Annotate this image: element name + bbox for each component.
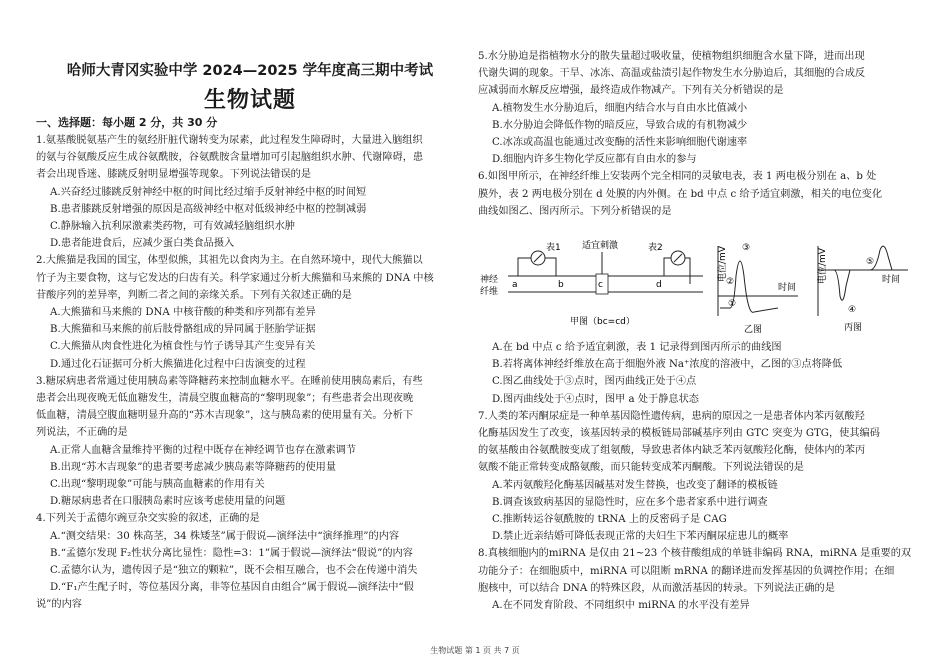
text-line: B.水分胁迫会降低作物的暗反应，导致合成的有机物减少	[492, 119, 748, 131]
text-line: B.“孟德尔发现 F₂性状分离比显性：隐性=3：1”属于假说—演绎法“假说”的内容	[50, 547, 413, 559]
text-line: 膜外，表 2 两电极分别在 d 处膜的内外侧。在 bd 中点 c 给予适宜刺激，相关的电位变化	[478, 188, 883, 200]
text-line: C.孟德尔认为，遗传因子是“独立的颗粒”，既不会相互融合，也不会在传递中消失	[50, 565, 418, 577]
text-line: D.糖尿病患者在口服胰岛素时应该考虑使用量的问题	[50, 496, 286, 508]
text-line: D.通过化石证据可分析大熊猫进化过程中臼齿演变的过程	[50, 358, 306, 370]
point-d: d	[656, 280, 662, 290]
text-line: D.图丙曲线处于④点时，图甲 a 处于静息状态	[492, 393, 699, 405]
text-line: A.兴奋经过膝跳反射神经中枢的时间比经过缩手反射神经中枢的时间短	[50, 186, 367, 198]
text-line: D.患者能进食后，应减少蛋白类食品摄入	[50, 238, 235, 250]
text-line: 的氨基酸由谷氨酰胺变成了组氨酸，导致患者体内缺乏苯丙氨酸羟化酶，使体内的苯丙	[478, 445, 866, 457]
text-line: 患者会出现夜晚无低血糖发生，清晨空腹血糖高的“黎明现象”；有些患者会出现夜晚	[36, 393, 414, 405]
text-line: D.细胞内许多生物化学反应都有自由水的参与	[492, 154, 697, 166]
bing-ylabel: 电位/mV	[818, 248, 828, 284]
text-line: 应减弱而水解反应增强，最终造成作物减产。下列有关分析错误的是	[478, 85, 784, 97]
text-line: B.患者膝跳反射增强的原因是高级神经中枢对低级神经中枢的控制减弱	[50, 203, 367, 215]
text-line: A.正常人血糖含量维持平衡的过程中既存在神经调节也存在激素调节	[50, 444, 357, 456]
bing-mark-5: ⑤	[866, 257, 875, 267]
text-line: 胞核中，可以结合 DNA 的特殊区段，从而激活基因的转录。下列说法正确的是	[478, 582, 835, 594]
right-question-text-top	[478, 48, 918, 220]
caption-yi: 乙图	[744, 325, 763, 335]
text-line: 8.真核细胞内的miRNA 是仅由 21~23 个核苷酸组成的单链非编码 RNA，miRNA 是重要的双	[478, 548, 912, 560]
text-line: C.静脉输入抗利尿激素类药物，可有效减轻脑组织水肿	[50, 221, 295, 233]
right-question-text-bottom	[478, 339, 918, 614]
text-line: 1.氨基酸脱氨基产生的氨经肝脏代谢转变为尿素，此过程发生障碍时，大量进入脑组织	[36, 135, 423, 146]
subject-title: 生物试题	[203, 88, 296, 113]
text-line: 5.水分胁迫是指植物水分的散失量超过吸收量，使植物组织细胞含水量下降，进而出现	[478, 51, 865, 62]
text-line: A.在 bd 中点 c 给予适宜刺激，表 1 记录得到图丙所示的曲线图	[492, 342, 782, 353]
text-line: 7.人类的苯丙酮尿症是一种单基因隐性遗传病，患病的原因之一是患者体内苯丙氨酸羟	[478, 410, 865, 422]
fiber-label-2: 纤维	[480, 287, 499, 297]
text-line: B.出现“苏木吉现象”的患者要考虑减少胰岛素等降糖药的使用量	[50, 461, 337, 473]
yi-mark-3: ③	[742, 243, 751, 253]
stimulus-label: 适宜刺激	[582, 241, 619, 251]
bing-xlabel: 时间	[882, 275, 901, 285]
caption-bing: 丙图	[844, 323, 863, 333]
text-line: C.大熊猫从肉食性进化为植食性与竹子诱导其产生变异有关	[50, 341, 316, 353]
text-line: D.“F₁产生配子时，等位基因分离，非等位基因自由组合”属于假说—演绎法中“假	[50, 582, 414, 594]
text-line: 苷酸序列的差异率，判断二者之间的亲缘关系。下列有关叙述正确的是	[36, 289, 352, 301]
text-line: A.大熊猫和马来熊的 DNA 中核苷酸的种类和序列都有差异	[50, 307, 316, 319]
figure-nerve-potential	[478, 236, 918, 336]
text-line: 化酶基因发生了改变，该基因转录的模板链局部碱基序列由 GTC 突变为 GTG，使其编码	[478, 428, 880, 440]
left-question-text	[36, 132, 464, 614]
text-line: 列说法，不正确的是	[36, 427, 128, 439]
text-line: D.禁止近亲结婚可降低表现正常的夫妇生下苯丙酮尿症患儿的概率	[492, 531, 789, 543]
text-line: 2.大熊猫是我国的国宝，体型似熊，其祖先以食肉为主。在自然环境中，现代大熊猫以	[36, 255, 423, 267]
exam-title: 哈师大青冈实验中学 2024—2025 学年度高三期中考试	[66, 63, 434, 79]
text-line: 低血糖，清晨空腹血糖明显升高的“苏木吉现象”，这与胰岛素的使用量有关。分析下	[36, 410, 414, 422]
yi-ylabel: 电位/mV	[718, 246, 728, 282]
meter2-label: 表2	[648, 243, 663, 253]
text-line: A.在不同发育阶段、不同组织中 miRNA 的水平没有差异	[492, 600, 750, 612]
section-heading: 一、选择题：每小题 2 分，共 30 分	[36, 116, 218, 129]
text-line: A.“测交结果：30 株高茎，34 株矮茎”属于假说—演绎法中“演绎推理”的内容	[50, 530, 400, 542]
text-line: 曲线如图乙、图丙所示。下列分析错误的是	[478, 205, 672, 217]
text-line: 6.如图甲所示，在神经纤维上安装两个完全相同的灵敏电表，表 1 两电极分别在 a、b 处	[478, 171, 877, 183]
text-line: C.冰冻或高温也能通过改变酶的活性来影响细胞代谢速率	[492, 137, 748, 149]
figure-bing	[816, 246, 908, 333]
text-line: 的氨与谷氨酸反应生成谷氨酰胺，谷氨酰胺含量增加可引起脑组织水肿、代谢障碍，患	[36, 152, 424, 164]
text-line: C.图乙曲线处于③点时，图丙曲线正处于④点	[492, 376, 697, 388]
text-line: A.苯丙氨酸羟化酶基因碱基对发生替换，也改变了翻译的模板链	[492, 479, 778, 491]
page-footer: 生物试题 第 1 页 共 7 页	[430, 646, 520, 655]
text-line: 功能分子：在细胞质中，miRNA 可以阻断 mRNA 的翻译进而发挥基因的负调控作用；在细	[478, 565, 895, 577]
text-line: B.调查该致病基因的显隐性时，应在多个患者家系中进行调查	[492, 496, 768, 508]
fiber-label-1: 神经	[480, 275, 499, 285]
yi-xlabel: 时间	[778, 283, 797, 293]
text-line: 4.下列关于孟德尔豌豆杂交实验的叙述，正确的是	[36, 513, 260, 525]
caption-jia: 甲图（bc=cd）	[570, 317, 635, 327]
text-line: 氨酸不能正常转变成酪氨酸，而只能转变成苯丙酮酸。下列说法错误的是	[478, 462, 804, 474]
point-b: b	[558, 280, 564, 290]
yi-mark-2: ②	[726, 277, 735, 287]
meter1-label: 表1	[546, 243, 561, 253]
yi-mark-1: ①	[728, 299, 737, 309]
bing-mark-4: ④	[848, 305, 857, 315]
figure-jia	[480, 239, 703, 327]
text-line: B.若将离体神经纤维放在高于细胞外液 Na⁺浓度的溶液中，乙图的③点将降低	[492, 359, 843, 371]
text-line: B.大熊猫和马来熊的前后肢骨骼组成的异同属于胚胎学证据	[50, 324, 316, 336]
figure-yi	[716, 243, 798, 335]
text-line: C.推断转运谷氨酰胺的 tRNA 上的反密码子是 CAG	[492, 514, 727, 526]
text-line: C.出现“黎明现象”可能与胰高血糖素的作用有关	[50, 479, 265, 491]
point-c: c	[598, 280, 603, 290]
text-line: A.植物发生水分胁迫后，细胞内结合水与自由水比值减小	[492, 102, 748, 114]
text-line: 者会出现昏迷、膝跳反射明显增强等现象。下列说法错误的是	[36, 169, 312, 181]
text-line: 代谢失调的现象。干旱、冰冻、高温或盐渍引起作物发生水分胁迫后，其细胞的合成反	[478, 68, 866, 80]
text-line: 3.糖尿病患者常通过使用胰岛素等降糖药来控制血糖水平。在睡前使用胰岛素后，有些	[36, 375, 423, 387]
point-a: a	[512, 280, 518, 290]
text-line: 竹子为主要食物，这与它发达的臼齿有关。科学家通过分析大熊猫和马来熊的 DNA 中核	[36, 272, 434, 284]
text-line: 说”的内容	[36, 599, 82, 611]
